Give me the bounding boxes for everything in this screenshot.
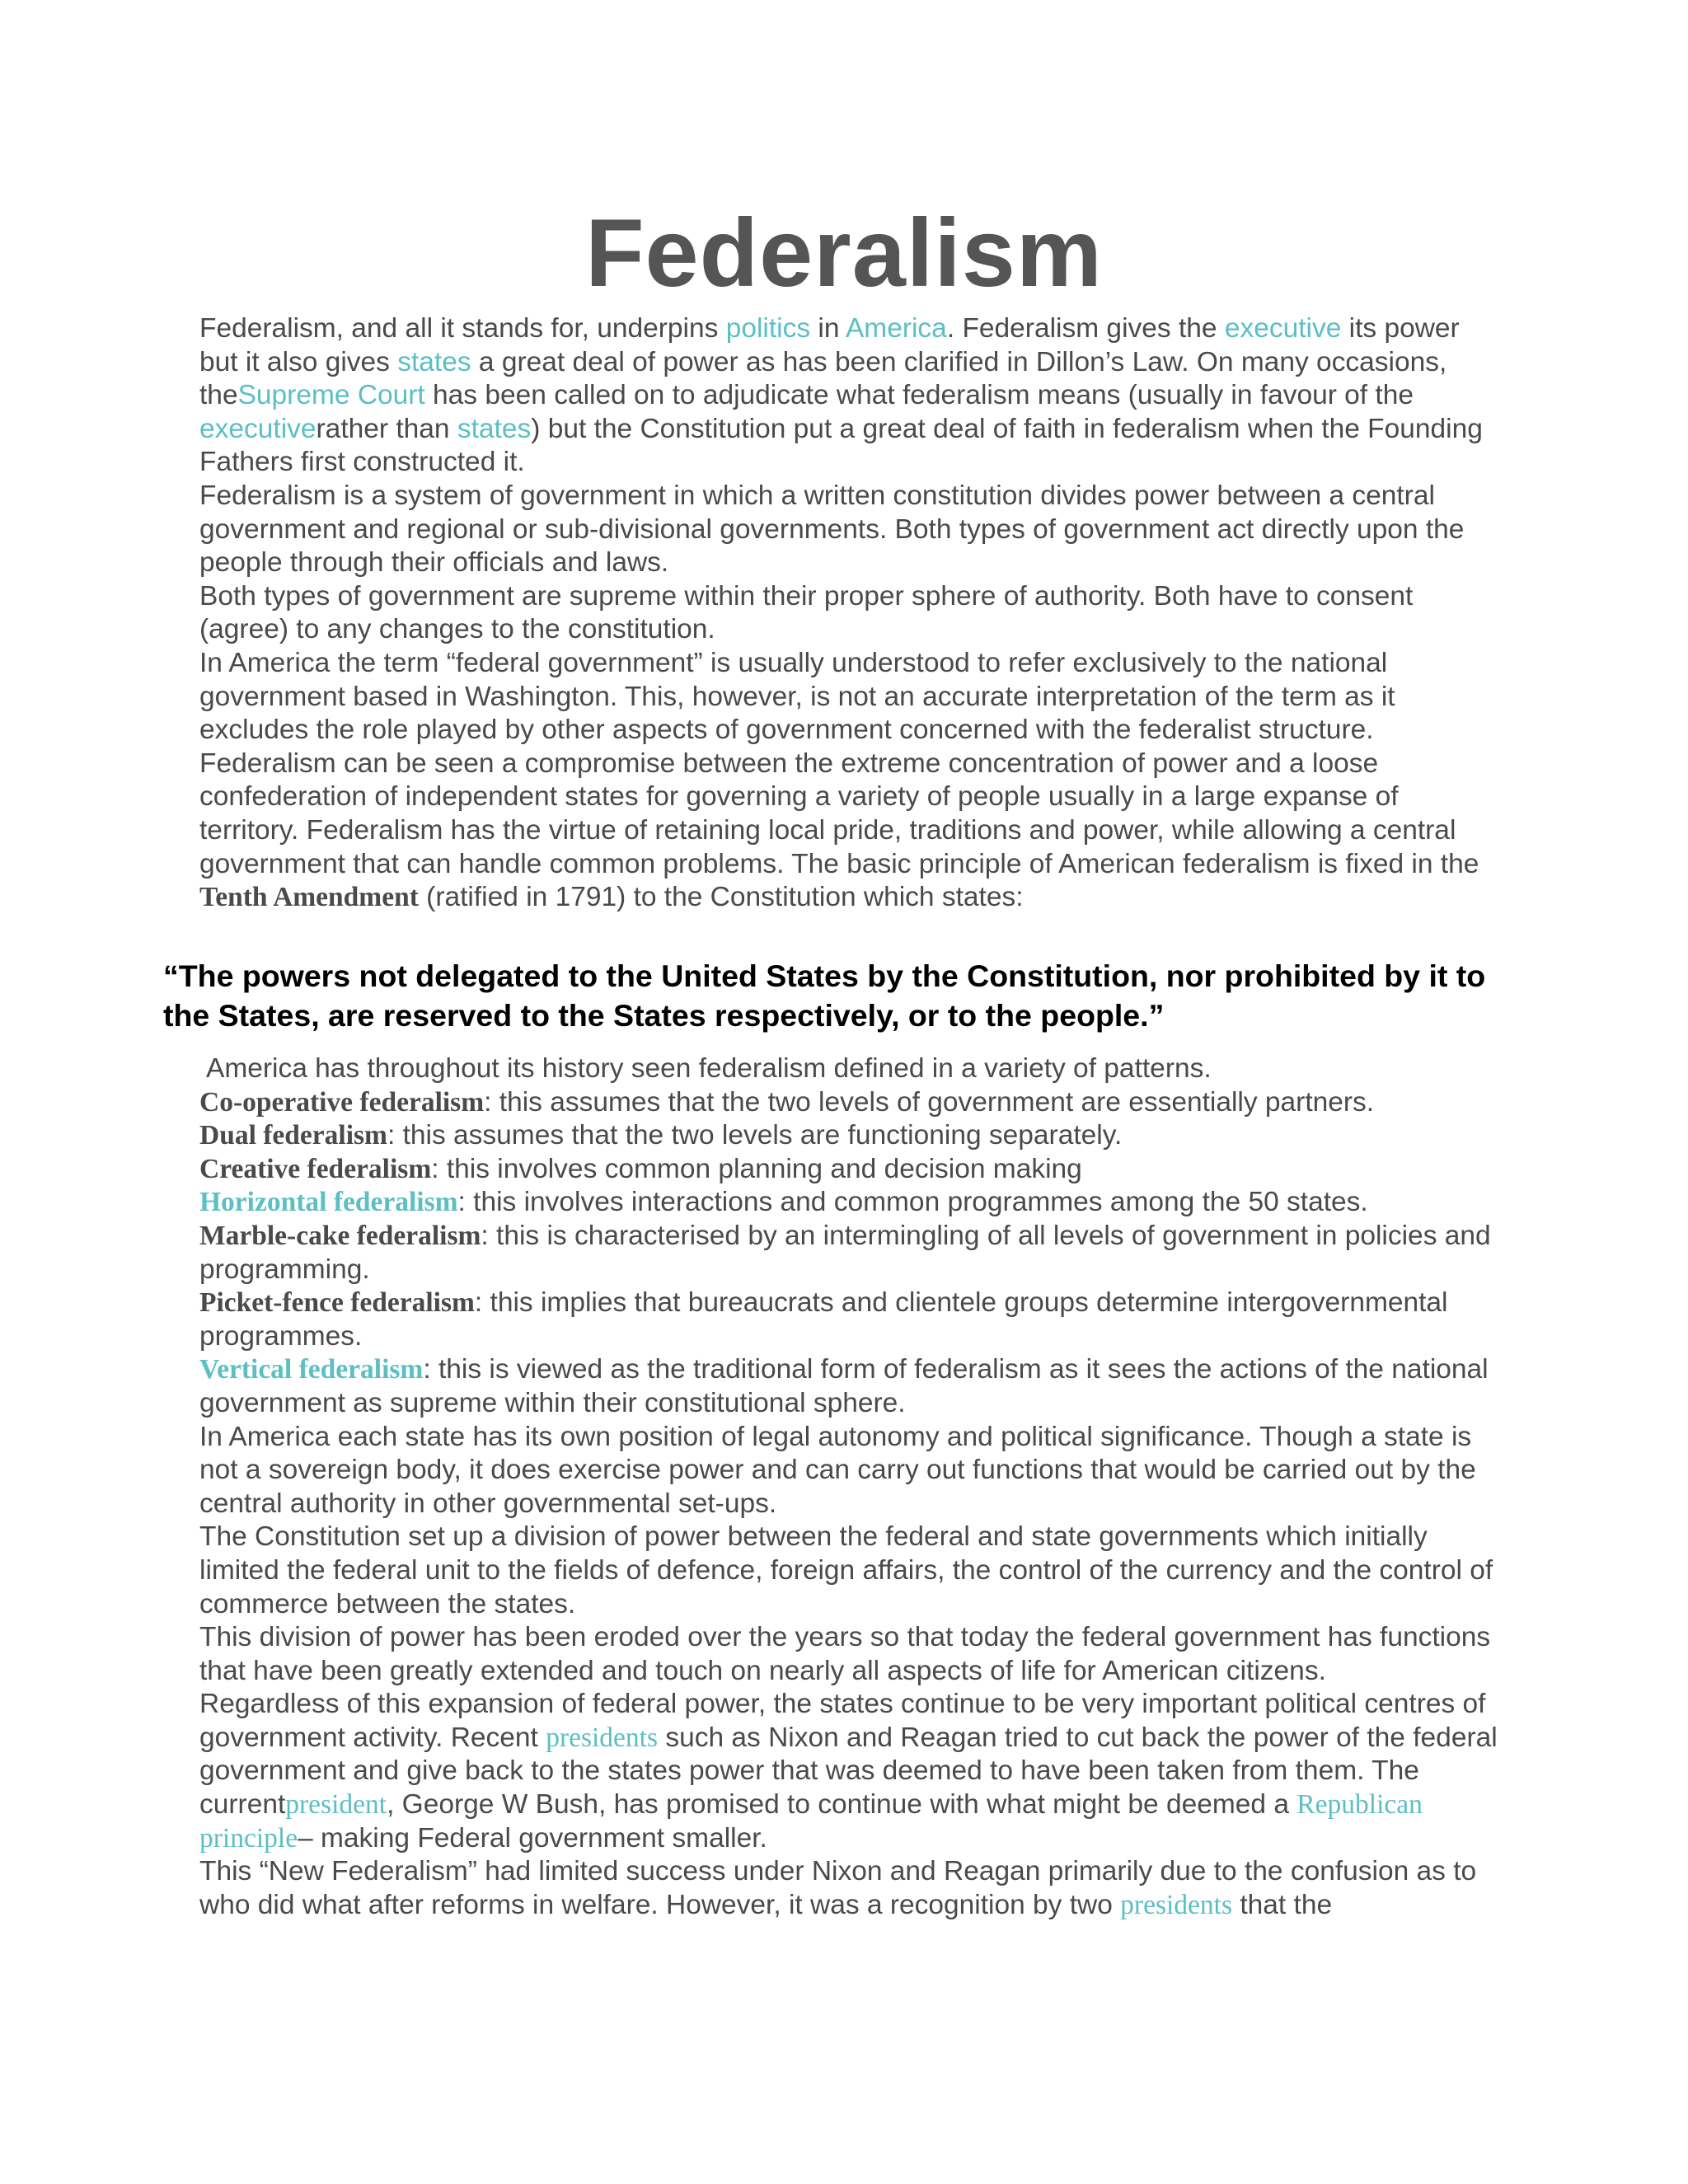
division-paragraph: The Constitution set up a division of power between the federal and state governments which initially limited the federal unit to the fields of defence, foreign affairs, the control of the currency and the control of commerce between the states. [199,1521,1493,1619]
pattern-dual [199,1119,1502,1153]
link-presidents[interactable]: presidents [546,1722,659,1753]
pattern-picket-fence [199,1286,1502,1353]
text-run: a great deal of power as has been clarified in Dillon’s Law. On many occasions, the [199,346,1447,411]
link-executive-2[interactable]: executive [199,413,316,444]
pattern-vertical [199,1353,1502,1420]
link-presidents-2[interactable]: presidents [1120,1889,1233,1920]
link-vertical-federalism[interactable]: Vertical federalism [199,1354,424,1385]
intro-paragraph [199,312,1502,480]
text-run: in [810,313,846,344]
pattern-term: Marble-cake federalism [199,1220,481,1251]
text-run: Federalism, and all it stands for, underpins [199,313,726,344]
link-republican-principle[interactable]: Republican principle [199,1789,1423,1854]
text-run: , George W Bush, has promised to continue with what might be deemed a [387,1789,1297,1821]
pattern-desc: : this is viewed as the traditional form of federalism as it sees the actions of the national government as supreme within their constitutional sphere. [199,1354,1489,1418]
link-president[interactable]: president [285,1789,387,1821]
link-executive[interactable]: executive [1224,313,1342,344]
pattern-desc: : this implies that bureaucrats and clientele groups determine intergovernmental programmes. [199,1287,1448,1352]
pattern-desc: : this involves interactions and common programmes among the 50 states. [457,1187,1368,1218]
link-states-2[interactable]: states [457,413,532,444]
compromise-paragraph [199,748,1502,915]
pattern-term: Dual federalism [199,1120,387,1151]
text-run: ) but the Constitution put a great deal of faith in federalism when the Founding Fathers first constructed it. [199,413,1483,478]
pattern-creative [199,1153,1502,1187]
text-run: – making Federal government smaller. [298,1822,767,1854]
link-america[interactable]: America [845,313,947,344]
pattern-cooperative [199,1086,1502,1120]
pattern-term: Creative federalism [199,1153,432,1184]
text-run: This “New Federalism” had limited success under Nixon and Reagan primarily due to the confusion as to who did what after reforms in welfare. However, it was a recognition by two [199,1856,1477,1920]
term-paragraph: In America the term “federal government” is usually understood to refer exclusively to the national government based in Washington. This, however, is not an accurate interpretation of the term as it excludes the role played by other aspects of government concerned with the federalist structure. [199,647,1395,746]
text-run: that the [1232,1889,1333,1920]
patterns-intro: America has throughout its history seen federalism defined in a variety of patterns. [206,1053,1212,1084]
pattern-desc: : this assumes that the two levels of government are essentially partners. [484,1086,1375,1118]
link-politics[interactable]: politics [725,313,811,344]
pattern-term: Picket-fence federalism [199,1287,475,1319]
autonomy-paragraph: In America each state has its own position of legal autonomy and political significance. Though a state is not a sovereign body, it does exercise power and can carry out functions that would be carried out by the central authority in other governmental set-ups. [199,1421,1476,1519]
text-run: its power but it also gives [199,313,1460,377]
definition-paragraph: Federalism is a system of government in which a written constitution divides power between a central government and regional or sub-divisional governments. Both types of government act directly upon the people through their officials and laws. [199,480,1465,579]
regardless-paragraph [199,1688,1502,1855]
body-section-2 [199,1052,1502,1922]
tenth-amendment-term: Tenth Amendment [199,882,419,913]
body-section-1 [199,312,1502,915]
text-run: Regardless of this expansion of federal power, the states continue to be very important political centres of government activity. Recent [199,1689,1486,1753]
pattern-desc: : this assumes that the two levels are functioning separately. [387,1120,1123,1151]
eroded-paragraph: This division of power has been eroded over the years so that today the federal government has functions that have been greatly extended and touch on nearly all aspects of life for American citizens. [199,1622,1491,1686]
pattern-term: Co-operative federalism [199,1086,485,1118]
link-horizontal-federalism[interactable]: Horizontal federalism [199,1187,458,1218]
text-run: Federalism can be seen a compromise between the extreme concentration of power and a loose confederation of independent states for governing a variety of people usually in a large expanse of territory. Federalism has the virtue of retaining local pride, traditions and power, while allowing a central government that can handle common problems. The basic principle of American federalism is fixed in the [199,748,1479,879]
new-federalism-paragraph [199,1855,1502,1922]
supreme-paragraph: Both types of government are supreme within their proper sphere of authority. Both have to consent (agree) to any changes to the constitution. [199,580,1414,645]
link-supreme-court[interactable]: Supreme Court [237,380,425,411]
pattern-marble-cake [199,1220,1502,1286]
text-run: has been called on to adjudicate what federalism means (usually in favour of the [424,380,1414,411]
pattern-desc: : this is characterised by an intermingling of all levels of government in policies and programming. [199,1220,1491,1285]
pattern-desc: : this involves common planning and decision making [431,1153,1082,1184]
page-title: Federalism [585,199,1103,307]
text-run: rather than [316,413,457,444]
link-states[interactable]: states [397,346,471,377]
pattern-horizontal [199,1186,1502,1220]
text-run: such as Nixon and Reagan tried to cut back the power of the federal government and give back to the states power that was deemed to have been taken from them. The current [199,1722,1498,1821]
text-run: (ratified in 1791) to the Constitution which states: [418,882,1024,913]
text-run: . Federalism gives the [946,313,1225,344]
tenth-amendment-quote: “The powers not delegated to the United States by the Constitution, nor prohibited by it to the States, are reserved to the States respectively, or to the people.” [163,958,1486,1033]
